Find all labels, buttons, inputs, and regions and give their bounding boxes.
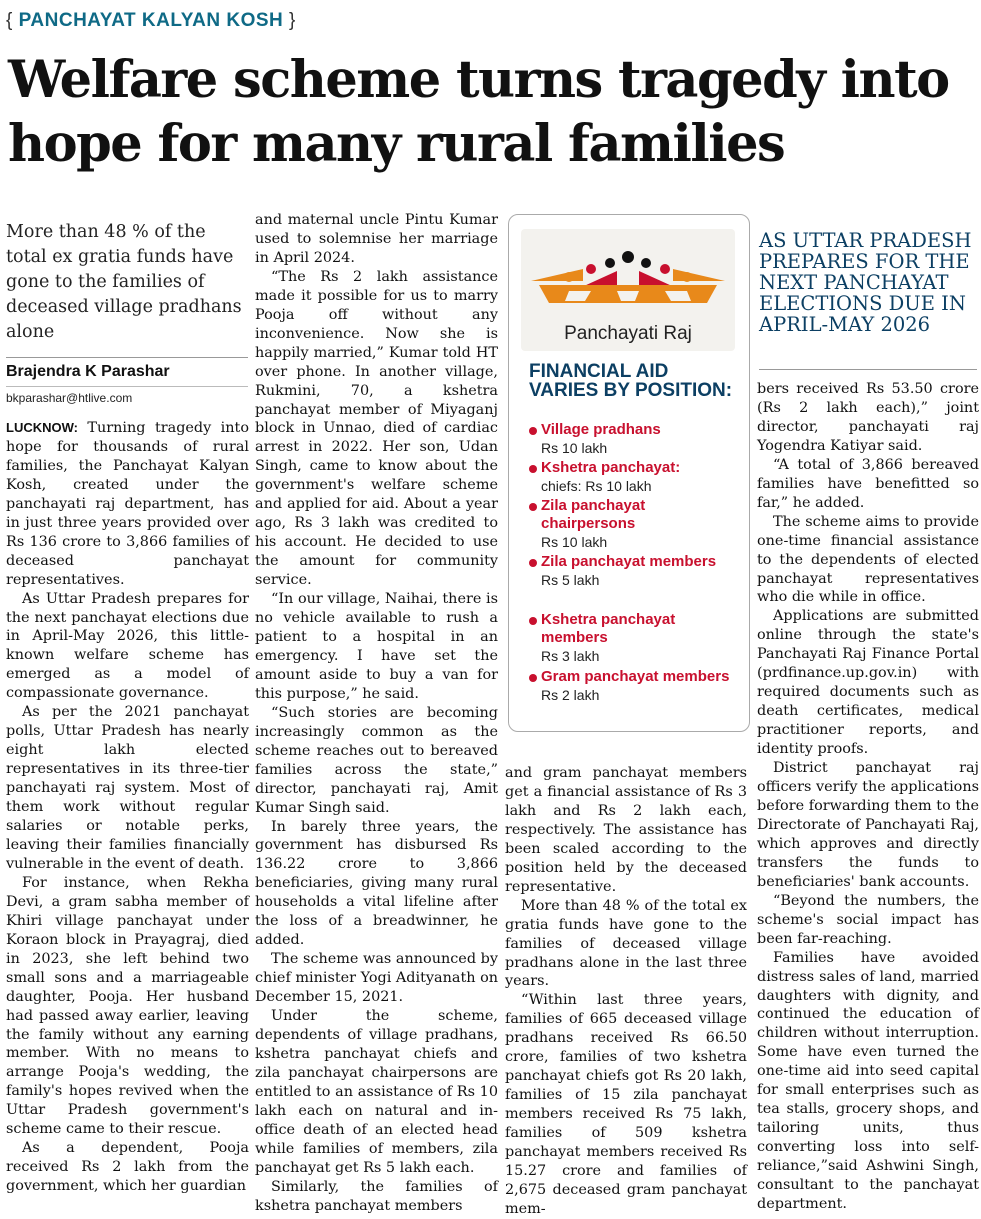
financial-aid-box [508,214,750,732]
aid-item [529,611,741,666]
article-paragraph: Families have avoided distress sales of land, married daughters with dignity, and continued the education of children without interruption. Some have even turned the one-time aid into seed capital for small enterprises such as tea stalls, grocery shops, and tailoring units, thus converting loss into self-reliance,”said Ashwini Singh, consultant to the panchayat department. [757,949,979,1212]
kicker-open-brace: { [6,10,13,31]
aid-label: Gram panchayat members [529,668,741,686]
aid-value: chiefs: Rs 10 lakh [541,478,652,494]
article-column-2 [255,211,498,1216]
aid-item [529,553,741,590]
article-paragraph: and maternal uncle Pintu Kumar used to solemnise her marriage in April 2024. [255,212,498,266]
article-paragraph: The scheme aims to provide one-time financial assistance to the dependents of elected panchayat representatives who die while in office. [757,513,979,606]
article-paragraph: The scheme was announced by chief minister Yogi Adityanath on December 15, 2021. [255,951,499,1006]
article-paragraph: bers received Rs 53.50 crore (Rs 2 lakh each),” joint director, panchayati raj Yogendra Katiyar said. [757,381,979,454]
dek: More than 48 % of the total ex gratia funds have gone to the families of deceased village pradhans alone [6,222,242,342]
panchayati-raj-logo [521,229,735,351]
article-paragraph: More than 48 % of the total ex gratia funds have gone to the families of deceased village pradhans alone in the last three years. [505,897,747,990]
article-paragraph: and gram panchayat members get a financial assistance of Rs 3 lakh and Rs 2 lakh each, respectively. The assistance has been scaled according to the position held by the deceased representative. [505,765,747,895]
aid-value: Rs 3 lakh [541,648,600,664]
aid-label: Kshetra panchayat: [529,459,741,477]
article-paragraph: For instance, when Rekha Devi, a gram sabha member of Khiri village panchayat under Koraon block in Prayagraj, died in 2023, she left behind two small sons and a marriageable daughter, Pooja. Her husband had passed away earlier, leaving the family without any earning member. With no means to arrange Pooja's wedding, the family's hopes revived when the Uttar Pradesh government's scheme came to their rescue. [6,874,249,1138]
aid-item [529,421,741,458]
article-paragraph: “Beyond the numbers, the scheme's social impact has been far-reaching. [757,892,979,947]
article-paragraph: “Such stories are becoming increasingly common as the scheme reaches out to bereaved families across the state,” director, panchayati raj, Amit Kumar Singh said. [255,704,498,816]
article-column-1 [6,419,249,1196]
divider [759,369,977,370]
aid-item [529,497,741,552]
article-paragraph: “A total of 3,866 bereaved families have benefitted so far,” he added. [757,456,979,511]
article-paragraph: District panchayat raj officers verify the applications before forwarding them to the Directorate of Panchayati Raj, which approves and directly transfers the funds to beneficiaries' bank accounts. [757,760,979,890]
section-kicker [6,10,296,32]
box-heading: FINANCIAL AID VARIES BY POSITION: [529,361,733,401]
dateline: LUCKNOW: [6,420,78,435]
aid-label: Kshetra panchayat members [529,611,741,647]
panchayati-raj-emblem-icon [521,229,735,319]
aid-value: Rs 10 lakh [541,440,608,456]
article-column-3 [505,764,747,1219]
article-paragraph: As per the 2021 panchayat polls, Uttar Pradesh has nearly eight lakh elected representatives in its three-tier panchayati raj system. Most of them work without regular salaries or notable perks, leaving their families financially vulnerable in the event of death. [6,704,249,872]
logo-text: Panchayati Raj [564,323,692,344]
byline-author: Brajendra K Parashar [6,363,170,380]
kicker-label: PANCHAYAT KALYAN KOSH [18,10,284,31]
article-paragraph: As Uttar Pradesh prepares for the next panchayat elections due in April-May 2026, this little-known welfare scheme has emerged as a model of compassionate governance. [6,590,249,702]
aid-item [529,668,741,705]
paragraph-text: Turning tragedy into hope for thousands of rural families, the Panchayat Kalyan Kosh, created under the panchayati raj department, has in just three years provided over Rs 136 crore to 3,866 families of deceased panchayat representatives. [6,420,250,588]
article-paragraph: “The Rs 2 lakh assistance made it possible for us to marry Pooja off without any inconvenience. Now she is happily married,” Kumar told HT over phone. In another village, Rukmini, 70, a kshetra panchayat member of Miyaganj block in Unnao, died of cardiac arrest in 2022. Her son, Udan Singh, came to know about the government's welfare scheme and applied for aid. About a year ago, Rs 3 lakh was credited to his account. He decided to use the amount for community service. [255,268,498,589]
article-paragraph: “Within last three years, families of 665 deceased village pradhans received Rs 66.50 crore, families of two kshetra panchayat chiefs got Rs 20 lakh, families of 15 zila panchayat members received Rs 75 lakh, families of 509 kshetra panchayat members received Rs 15.27 crore and families of 2,675 deceased gram panchayat mem- [505,992,747,1217]
article-paragraph: In barely three years, the government has disbursed Rs 136.22 crore to 3,866 beneficiaries, giving many rural households a vital lifeline after the loss of a breadwinner, he added. [255,818,498,949]
article-paragraph: Similarly, the families of kshetra panchayat members [255,1178,498,1214]
byline-email: bkparashar@htlive.com [6,391,133,405]
divider [6,386,248,387]
article-paragraph: Applications are submitted online through the state's Panchayati Raj Finance Portal (prdfinance.up.gov.in) with required documents such as death certificates, medical practitioner reports, and identity proofs. [757,608,979,758]
aid-label: Village pradhans [529,421,741,439]
aid-value: Rs 5 lakh [541,572,600,588]
pull-headline: AS UTTAR PRADESH PREPARES FOR THE NEXT PANCHAYAT ELECTIONS DUE IN APRIL-MAY 2026 [759,229,972,336]
article-paragraph: “In our village, Naihai, there is no vehicle available to rush a patient to a hospital in an emergency. I have set the amount aside to buy a van for this purpose,” he said. [255,591,498,702]
article-paragraph: As a dependent, Pooja received Rs 2 lakh from the government, which her guardian [6,1140,249,1195]
kicker-close-brace: } [289,10,296,31]
article-paragraph: Under the scheme, dependents of village pradhans, kshetra panchayat chiefs and zila panchayat chairpersons are entitled to an assistance of Rs 10 lakh each on natural and in-office death of an elected head while families of members, zila panchayat get Rs 5 lakh each. [255,1008,498,1176]
aid-value: Rs 10 lakh [541,534,608,550]
aid-item [529,459,741,496]
aid-value: Rs 2 lakh [541,687,600,703]
article-paragraph [6,419,249,590]
aid-label: Zila panchayat members [529,553,741,571]
headline: Welfare scheme turns tragedy into hope for many rural families [8,50,949,174]
divider [6,357,248,358]
article-column-4 [757,380,979,1214]
aid-label: Zila panchayat chairpersons [529,497,741,533]
